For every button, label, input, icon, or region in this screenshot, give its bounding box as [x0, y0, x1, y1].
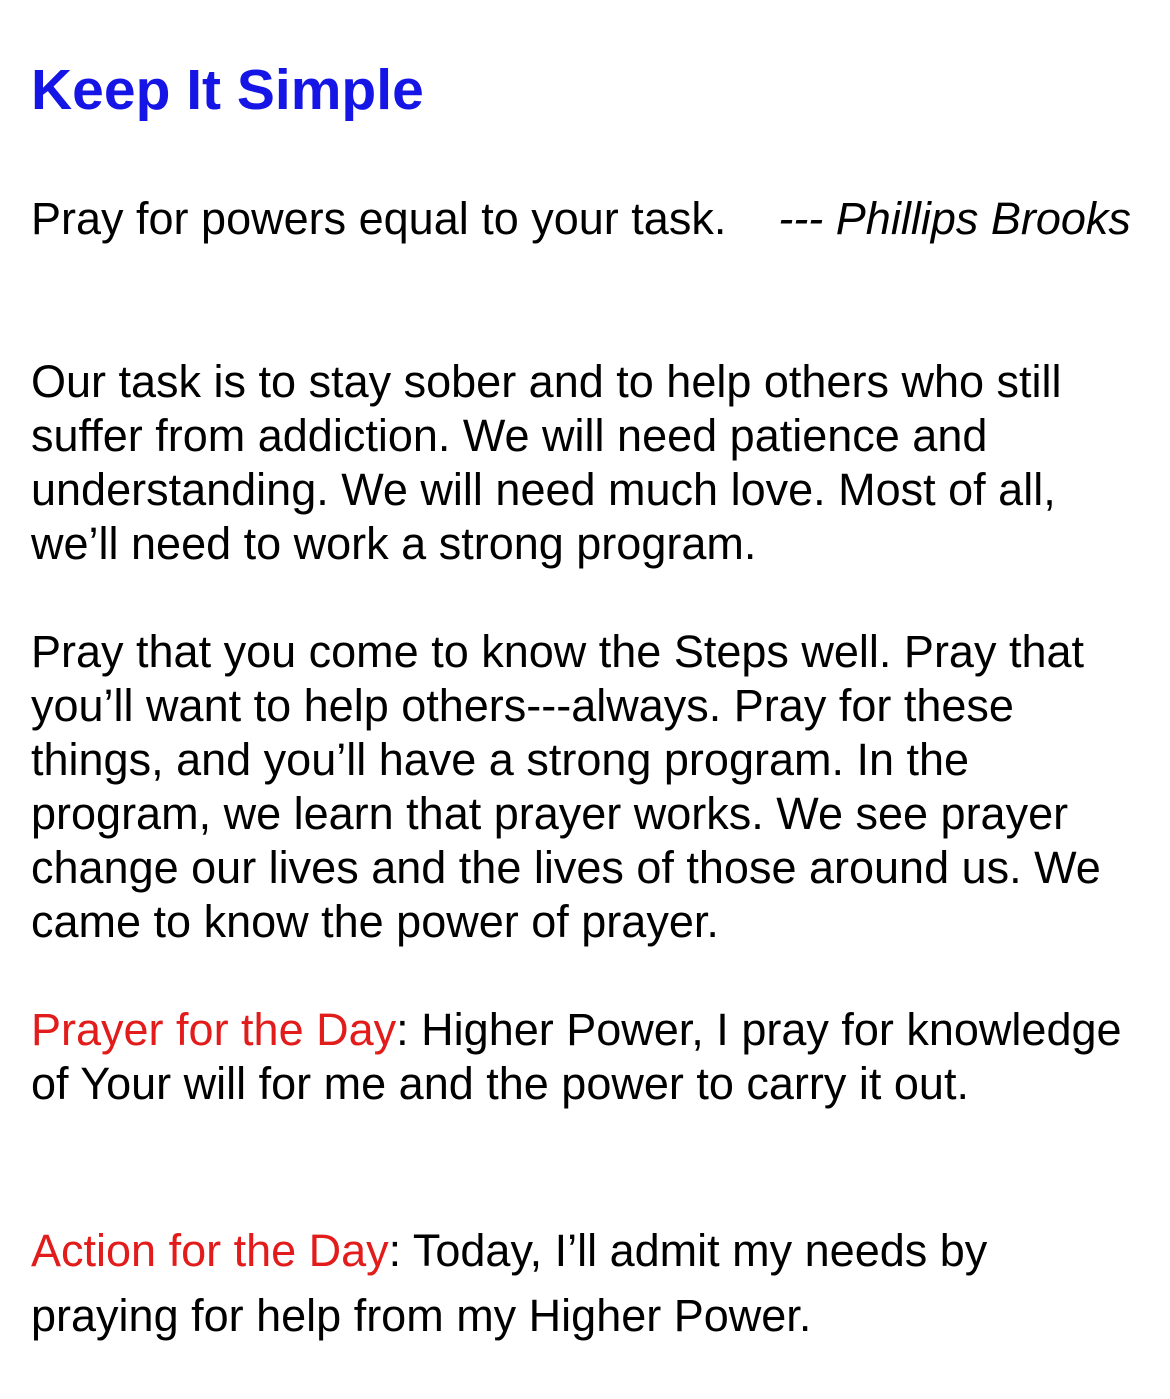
quote-text: Pray for powers equal to your task. — [31, 193, 727, 244]
opening-quote — [31, 192, 1146, 246]
action-label: Action for the Day — [31, 1225, 389, 1276]
page-title: Keep It Simple — [31, 58, 424, 122]
quote-attribution: --- Phillips Brooks — [778, 193, 1131, 244]
reflection-paragraph-1: Our task is to stay sober and to help others who still suffer from addiction. We will need patience and understanding. We will need much love. Most of all, we’ll need to work a strong program. — [31, 356, 1062, 569]
reflection-paragraph-2: Pray that you come to know the Steps well. Pray that you’ll want to help others---always. Pray for these things, and you’ll have a strong program. In the program, we learn that prayer works. We see prayer change our lives and the lives of those around us. We came to know the power of prayer. — [31, 626, 1101, 947]
prayer-label: Prayer for the Day — [31, 1004, 397, 1055]
prayer-text: Higher Power, I pray for knowledge of Your will for me and the power to carry it out. — [31, 1004, 1122, 1109]
action-separator: : — [388, 1225, 402, 1276]
action-for-the-day — [31, 1218, 1146, 1348]
prayer-separator: : — [396, 1004, 409, 1055]
prayer-for-the-day — [31, 1003, 1146, 1111]
action-text: Today, I’ll admit my needs by praying for help from my Higher Power. — [31, 1225, 988, 1341]
